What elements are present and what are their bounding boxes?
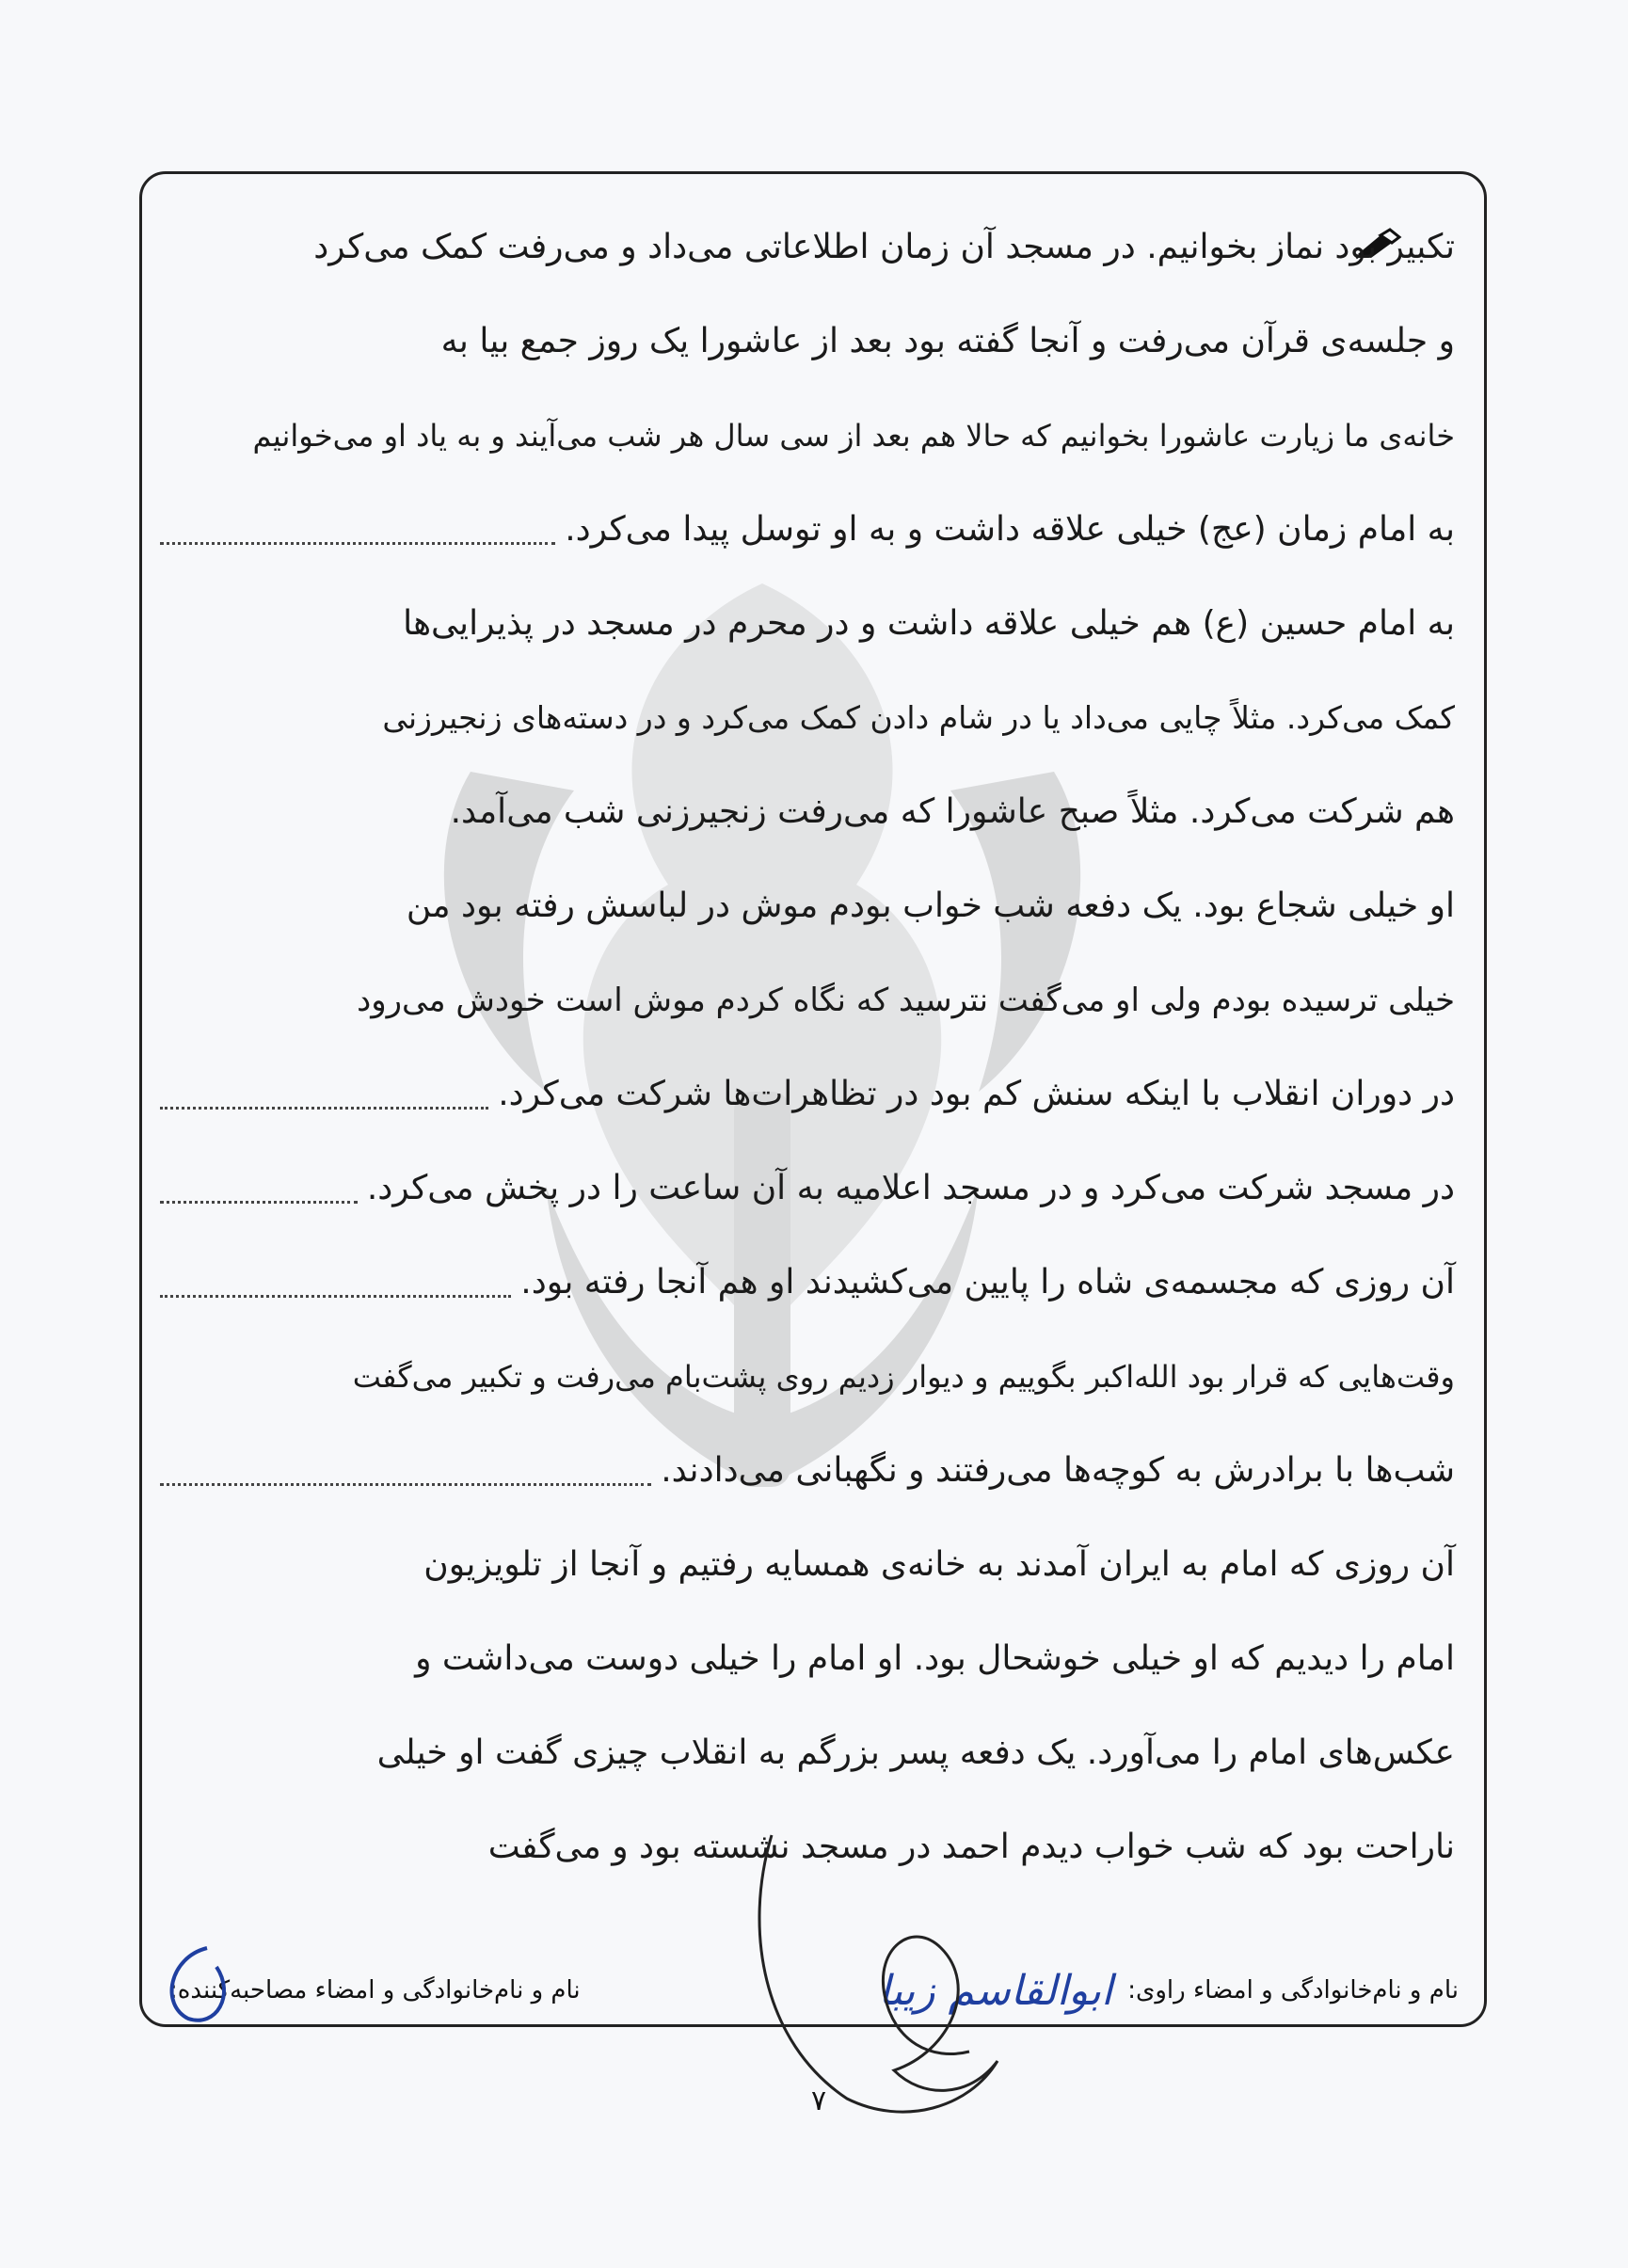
- signature-oval-mark: [151, 1929, 376, 2033]
- text-line: هم شرکت می‌کرد. مثلاً صبح عاشورا که می‌رفت زنجیرزنی شب می‌آمد.: [450, 792, 1455, 831]
- text-line: عکس‌های امام را می‌آورد. یک دفعه پسر بزرگم به انقلاب چیزی گفت او خیلی: [376, 1733, 1455, 1772]
- dotted-fill-line: [160, 1481, 651, 1486]
- text-line: او خیلی شجاع بود. یک دفعه شب خواب بودم موش در لباسش رفته بود من: [406, 886, 1455, 925]
- text-line: خیلی ترسیده بودم ولی او می‌گفت نترسید که نگاه کردم موش است خودش می‌رود: [357, 982, 1455, 1019]
- text-line: وقت‌هایی که قرار بود الله‌اکبر بگوییم و دیوار زدیم روی پشت‌بام می‌رفت و تکبیر می‌گفت: [352, 1359, 1455, 1395]
- interviewer-signature-label: نام و نام‌خانوادگی و امضاء مصاحبه‌کننده:: [169, 1976, 581, 2004]
- text-line: آن روزی که امام به ایران آمدند به خانه‌ی همسایه رفتیم و آنجا از تلویزیون: [423, 1545, 1455, 1584]
- dotted-fill-line: [160, 540, 555, 545]
- text-line: در مسجد شرکت می‌کرد و در مسجد اعلامیه به آن ساعت را در پخش می‌کرد.: [160, 1134, 1455, 1228]
- text-line: به امام زمان (عج) خیلی علاقه داشت و به او توسل پیدا می‌کرد.: [160, 475, 1455, 569]
- text-line: تکبیر بود نماز بخوانیم. در مسجد آن زمان اطلاعاتی می‌داد و می‌رفت کمک می‌کرد: [313, 228, 1455, 266]
- text-line: کمک می‌کرد. مثلاً چایی می‌داد یا در شام دادن کمک می‌کرد و در دسته‌های زنجیرزنی: [382, 699, 1455, 736]
- text-line: خانه‌ی ما زیارت عاشورا بخوانیم که حالا هم بعد از سی سال هر شب می‌آیند و به یاد او می‌خوانیم: [252, 418, 1455, 454]
- page-number: ۷: [810, 2084, 827, 2117]
- narrator-signature-label: نام و نام‌خانوادگی و امضاء راوی:: [1127, 1976, 1459, 2004]
- text-line: به امام حسین (ع) هم خیلی علاقه داشت و در محرم در مسجد در پذیرایی‌ها: [403, 604, 1455, 643]
- dotted-fill-line: [160, 1199, 358, 1204]
- text-line: در دوران انقلاب با اینکه سنش کم بود در تظاهرات‌ها شرکت می‌کرد.: [160, 1040, 1455, 1134]
- narrator-signature: ابوالقاسم زیبا: [878, 1966, 1113, 2015]
- text-line: امام را دیدیم که او خیلی خوشحال بود. او امام را خیلی دوست می‌داشت و: [415, 1639, 1455, 1678]
- text-line: آن روزی که مجسمه‌ی شاه را پایین می‌کشیدند او هم آنجا رفته بود.: [160, 1228, 1455, 1322]
- text-line: ناراحت بود که شب خواب دیدم احمد در مسجد نشسته بود و می‌گفت: [487, 1828, 1455, 1866]
- text-line: شب‌ها با برادرش به کوچه‌ها می‌رفتند و نگهبانی می‌دادند.: [160, 1416, 1455, 1510]
- dotted-fill-line: [160, 1105, 488, 1110]
- dotted-fill-line: [160, 1293, 511, 1298]
- text-line: و جلسه‌ی قرآن می‌رفت و آنجا گفته بود بعد از عاشورا یک روز جمع بیا به: [440, 322, 1455, 360]
